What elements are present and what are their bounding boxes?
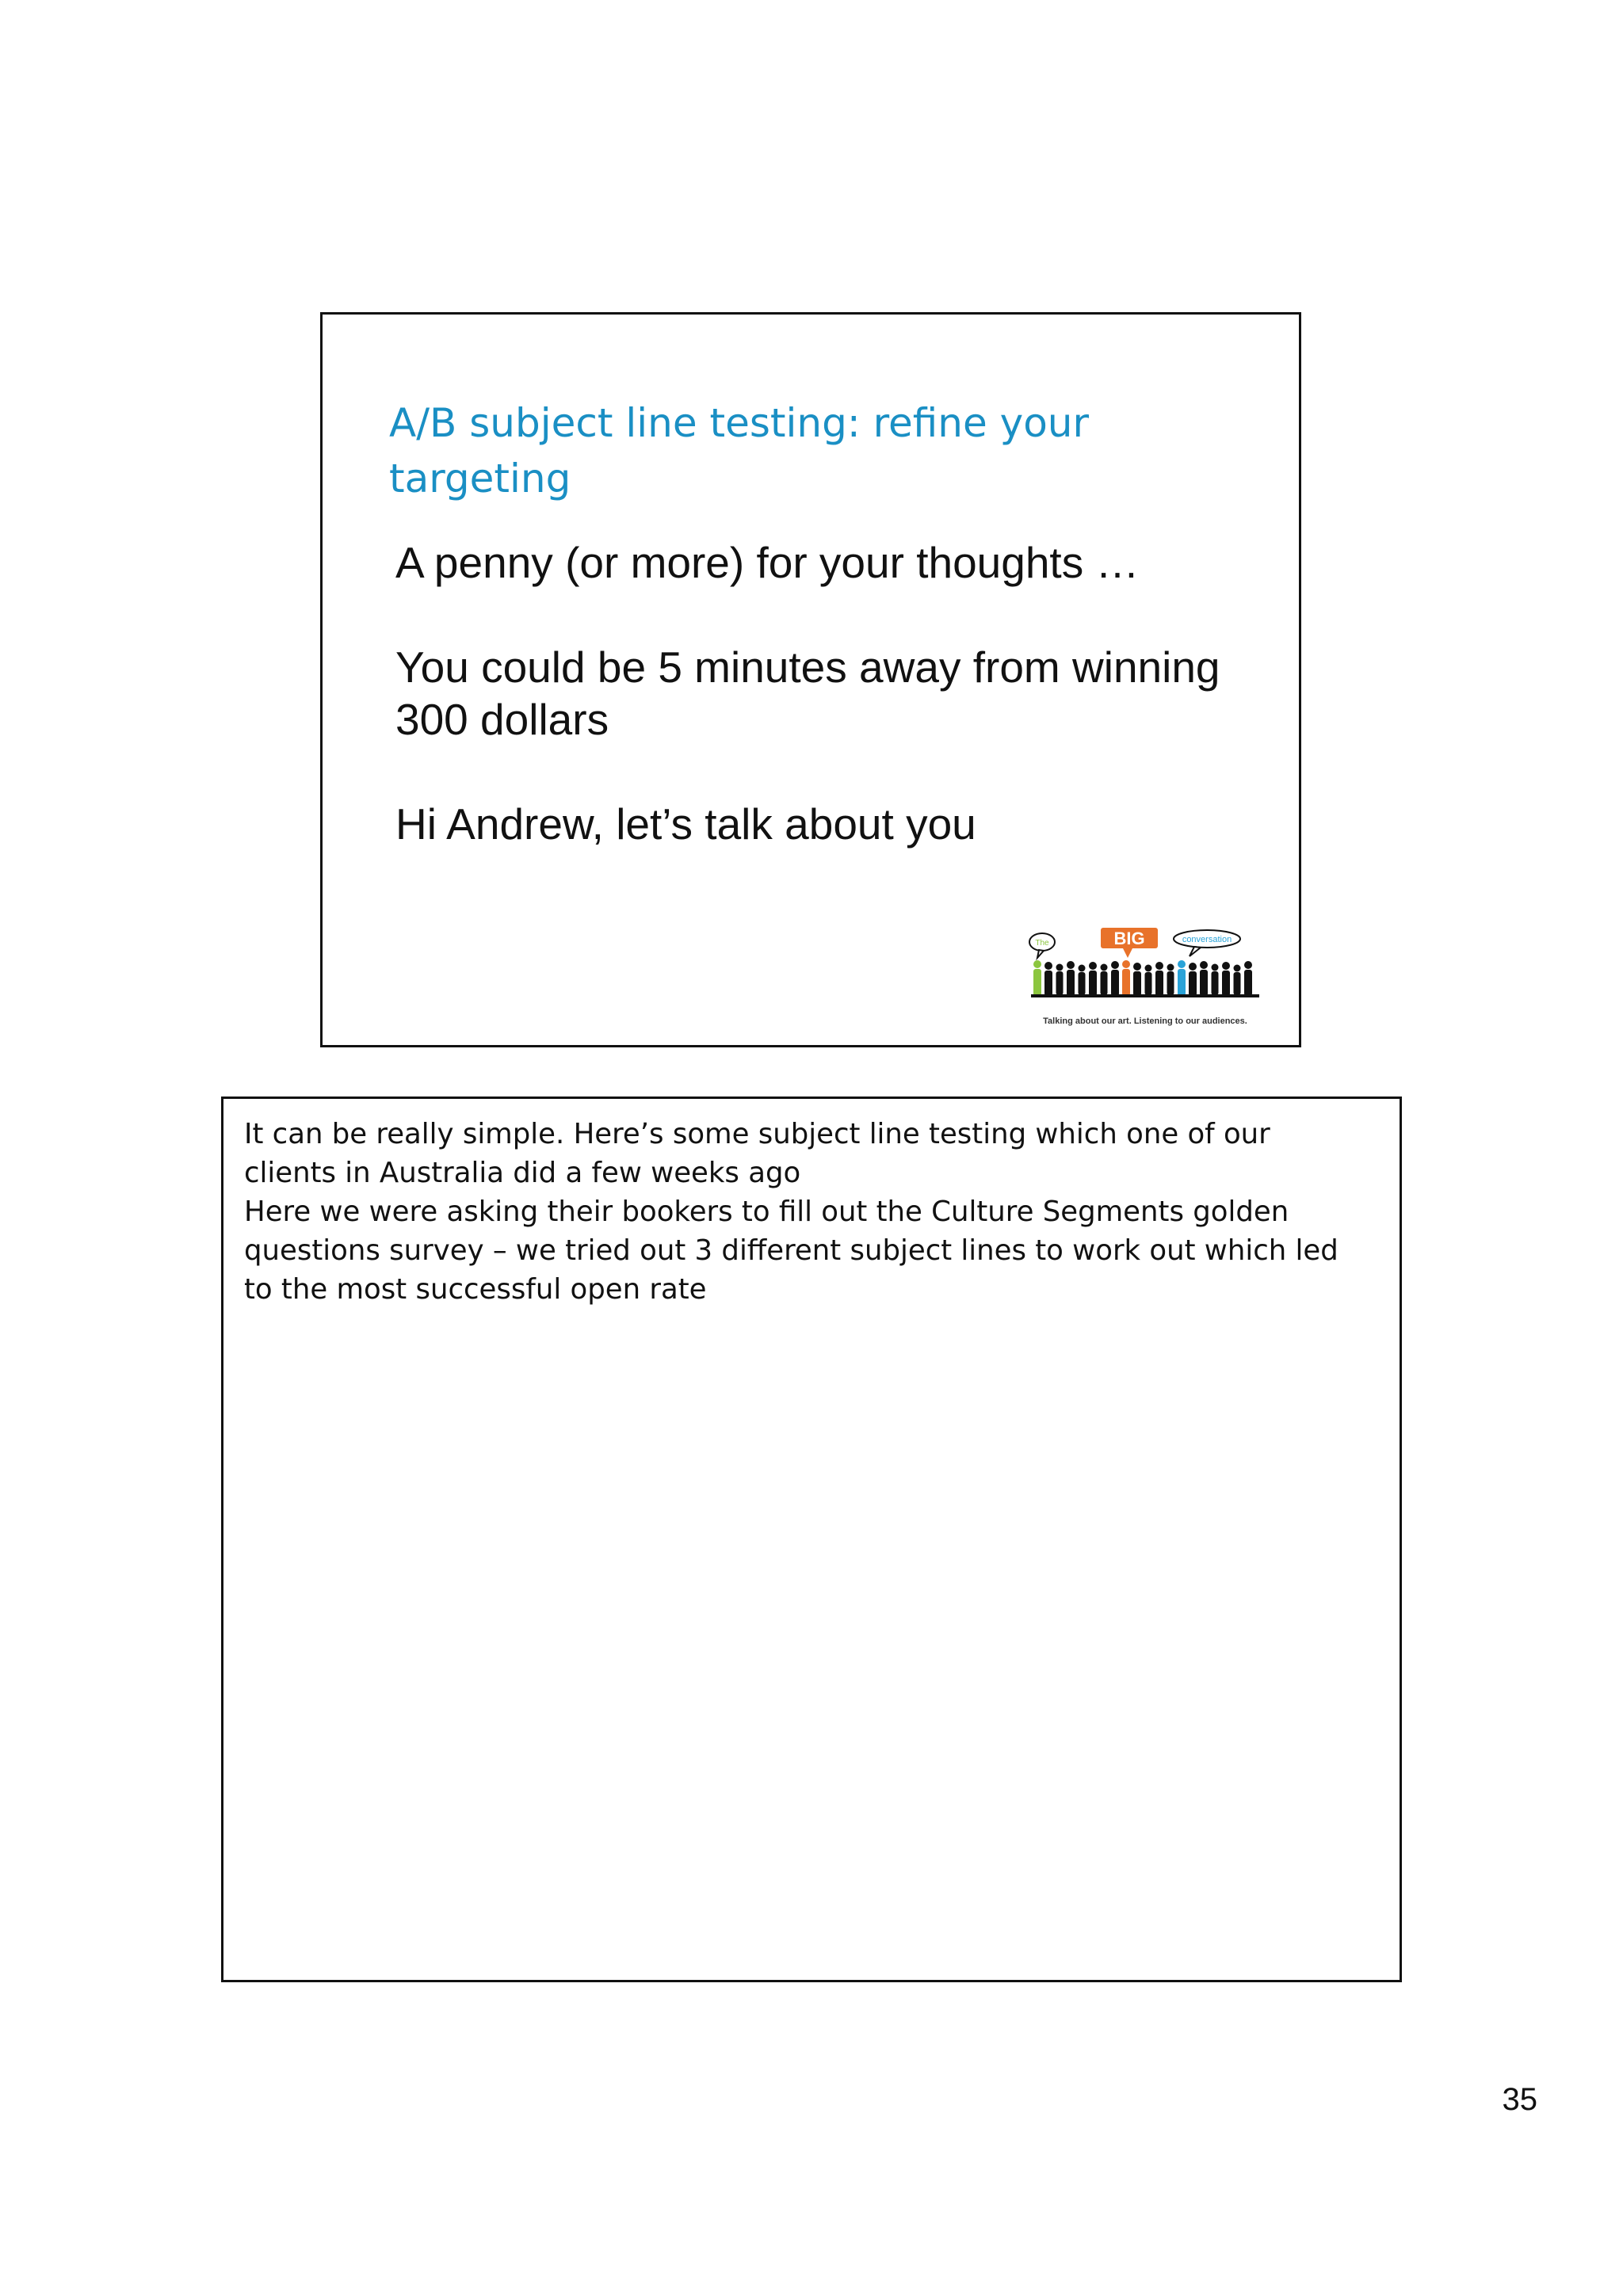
slide-thumbnail — [320, 312, 1301, 1047]
slide-title: A/B subject line testing: refine your targeting — [389, 400, 1090, 502]
speech-bubble-big-icon — [1101, 928, 1158, 958]
logo-bubble-left-text: The — [1035, 939, 1049, 948]
subject-line-list — [395, 536, 1267, 902]
speech-bubble-right-icon — [1174, 930, 1240, 956]
logo-bubble-right-text: conversation — [1182, 935, 1232, 944]
logo-tagline: Talking about our art. Listening to our audiences. — [1043, 1016, 1247, 1026]
crowd-silhouette-icon — [1026, 926, 1264, 1015]
speaker-notes — [221, 1097, 1402, 1982]
speech-bubble-left-icon — [1029, 933, 1055, 958]
people-silhouettes — [1031, 960, 1259, 997]
subject-line-1: A penny (or more) for your thoughts … — [395, 538, 1140, 587]
page-number: 35 — [1502, 2082, 1537, 2117]
notes-line-1: It can be really simple. Here’s some subject line testing which one of our clients in Australia did a few weeks ago — [244, 1118, 1270, 1189]
notes-text — [244, 1115, 1369, 1309]
subject-line-2: You could be 5 minutes away from winning 300 dollars — [395, 643, 1220, 744]
notes-line-2: Here we were asking their bookers to fill out the Culture Segments golden questions survey – we tried out 3 different subject lines to work out which led to the most successful open rate — [244, 1196, 1338, 1306]
big-conversation-logo — [1026, 926, 1264, 1037]
logo-bubble-big-text: BIG — [1113, 929, 1145, 948]
subject-line-3: Hi Andrew, let’s talk about you — [395, 799, 976, 849]
